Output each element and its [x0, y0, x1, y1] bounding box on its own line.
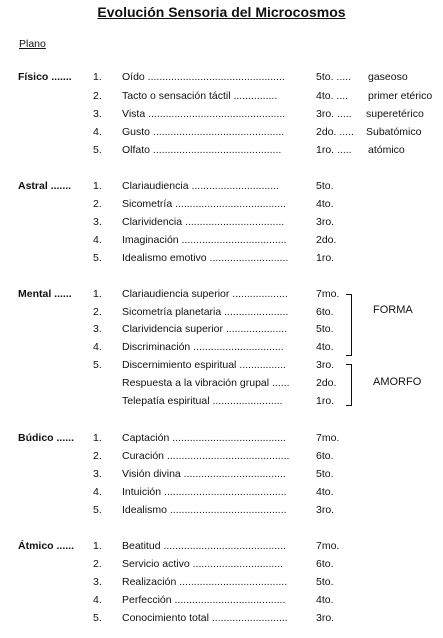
- item-sense: Clarividencia ..................................: [122, 216, 285, 228]
- item-sense: Clariaudiencia ..............................: [122, 180, 279, 192]
- item-number: 2.: [93, 450, 102, 462]
- item-number: 3.: [93, 468, 102, 480]
- item-sense: Captación .......................................: [122, 432, 286, 444]
- item-number: 1.: [93, 71, 102, 83]
- item-sense: Curación ..........................................: [122, 450, 290, 462]
- item-sense: Sicometría ......................................: [122, 198, 286, 210]
- item-sense: Oído ...............................................: [122, 71, 285, 83]
- item-note: atómico: [368, 144, 405, 156]
- item-level: 1ro.: [316, 252, 335, 264]
- item-sense: Discriminación ...............................: [122, 341, 284, 353]
- item-level: 4to.: [316, 341, 334, 353]
- item-level: 4to.: [316, 594, 334, 606]
- item-sense: Idealismo ........................................: [122, 504, 287, 516]
- group-bracket-forma: [346, 294, 352, 356]
- item-number: 3.: [93, 323, 102, 335]
- item-number: 3.: [93, 108, 102, 120]
- item-number: 5.: [93, 359, 102, 371]
- item-sense: Imaginación ....................................: [122, 234, 287, 246]
- item-sense: Clarividencia superior .....................: [122, 323, 288, 335]
- item-level: 3ro.: [316, 216, 335, 228]
- group-label-amorfo: AMORFO: [373, 376, 422, 388]
- item-sense: Intuición ..........................................: [122, 486, 287, 498]
- item-level: 5to.: [316, 323, 334, 335]
- group-label-forma: FORMA: [373, 304, 413, 316]
- item-number: 4.: [93, 594, 102, 606]
- item-sense: Clariaudiencia superior ...................: [122, 288, 288, 300]
- item-sense: Realización .....................................: [122, 576, 288, 588]
- item-level: 4to.: [316, 198, 334, 210]
- item-number: 5.: [93, 252, 102, 264]
- item-note: gaseoso: [368, 71, 408, 83]
- item-note: Subatómico: [366, 126, 422, 138]
- item-level: 3ro.: [316, 504, 335, 516]
- item-number: 5.: [93, 612, 102, 624]
- group-bracket-amorfo: [346, 364, 352, 406]
- item-level: 2do. .....: [316, 126, 354, 138]
- item-number: 1.: [93, 540, 102, 552]
- plane-budico: Búdico ......: [18, 432, 75, 444]
- item-number: 2.: [93, 558, 102, 570]
- item-sense: Servicio activo ...............................: [122, 558, 284, 570]
- plane-mental: Mental ......: [18, 288, 72, 300]
- item-number: 3.: [93, 216, 102, 228]
- column-header-plano: Plano: [19, 38, 46, 50]
- item-level: 5to.: [316, 468, 334, 480]
- item-number: 4.: [93, 234, 102, 246]
- item-level: 7mo.: [316, 540, 340, 552]
- item-level: 5to.: [316, 576, 334, 588]
- item-sense: Respuesta a la vibración grupal ......: [122, 377, 290, 389]
- item-number: 1.: [93, 432, 102, 444]
- item-sense: Vista ...............................................: [122, 108, 286, 120]
- item-level: 4to.: [316, 486, 334, 498]
- item-level: 2do.: [316, 234, 337, 246]
- item-level: 6to.: [316, 450, 334, 462]
- item-number: 4.: [93, 341, 102, 353]
- item-sense: Beatitud ..........................................: [122, 540, 286, 552]
- item-level: 5to. .....: [316, 71, 352, 83]
- page-title: Evolución Sensoria del Microcosmos: [97, 4, 346, 20]
- item-level: 5to.: [316, 180, 334, 192]
- item-number: 5.: [93, 504, 102, 516]
- item-level: 1ro. .....: [316, 144, 352, 156]
- item-sense: Idealismo emotivo ...........................: [122, 252, 289, 264]
- item-sense: Visión divina ...................................: [122, 468, 286, 480]
- item-number: 2.: [93, 306, 102, 318]
- item-sense: Telepatía espiritual ........................: [122, 395, 283, 407]
- item-level: 3ro.: [316, 612, 335, 624]
- item-number: 1.: [93, 288, 102, 300]
- plane-atmico: Átmico ......: [18, 540, 75, 552]
- plane-astral: Astral .......: [18, 180, 72, 192]
- item-sense: Perfección ......................................: [122, 594, 286, 606]
- item-number: 5.: [93, 144, 102, 156]
- item-level: 6to.: [316, 306, 334, 318]
- item-number: 1.: [93, 180, 102, 192]
- item-level: 7mo.: [316, 432, 340, 444]
- item-number: 2.: [93, 198, 102, 210]
- item-number: 4.: [93, 126, 102, 138]
- item-sense: Conocimiento total ..........................: [122, 612, 288, 624]
- item-level: 4to. ....: [316, 90, 349, 102]
- item-number: 2.: [93, 90, 102, 102]
- item-level: 7mo.: [316, 288, 340, 300]
- item-level: 2do.: [316, 377, 337, 389]
- item-sense: Gusto .............................................: [122, 126, 285, 138]
- item-note: primer etérico: [368, 90, 433, 102]
- item-number: 3.: [93, 576, 102, 588]
- item-sense: Tacto o sensación táctil ...............: [122, 90, 278, 102]
- item-number: 4.: [93, 486, 102, 498]
- item-sense: Olfato ............................................: [122, 144, 282, 156]
- item-note: superetérico: [366, 108, 424, 120]
- item-level: 6to.: [316, 558, 334, 570]
- item-sense: Discernimiento espiritual ................: [122, 359, 286, 371]
- plane-fisico: Físico .......: [18, 71, 72, 83]
- item-level: 3ro. .....: [316, 108, 352, 120]
- item-level: 3ro.: [316, 359, 335, 371]
- item-sense: Sicometría planetaria ......................: [122, 306, 289, 318]
- item-level: 1ro.: [316, 395, 335, 407]
